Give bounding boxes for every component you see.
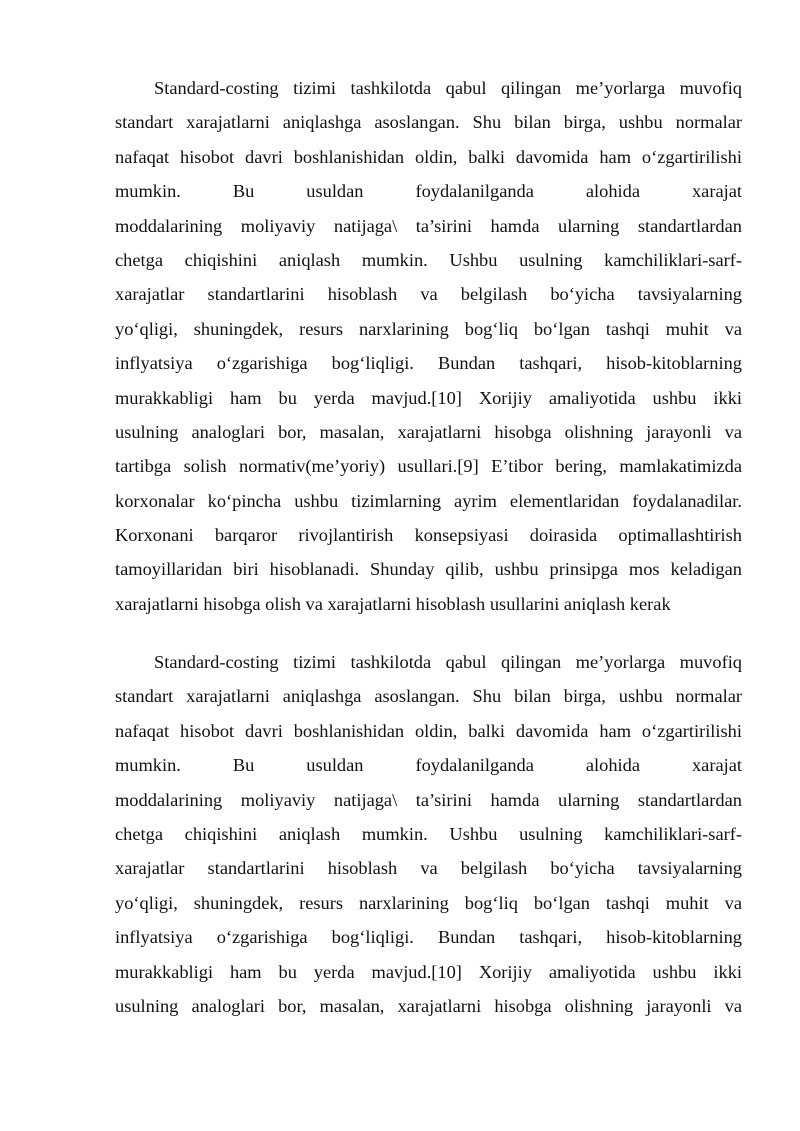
text-line: murakkabligi ham bu yerda mavjud.[10] Xorijiy amaliyotida ushbu ikki [115, 387, 742, 408]
paragraph-1 [115, 71, 742, 621]
text-line: standart xarajatlarni aniqlashga asoslangan. Shu bilan birga, ushbu normalar [115, 686, 742, 707]
text-line: inflyatsiya o‘zgarishiga bog‘liqligi. Bundan tashqari, hisob-kitoblarning [115, 353, 742, 374]
text-line: Standard-costing tizimi tashkilotda qabul qilingan me’yorlarga muvofiq [154, 78, 742, 98]
text-line: standart xarajatlarni aniqlashga asoslangan. Shu bilan birga, ushbu normalar [115, 112, 742, 133]
text-line: inflyatsiya o‘zgarishiga bog‘liqligi. Bundan tashqari, hisob-kitoblarning [115, 927, 742, 948]
text-line: yo‘qligi, shuningdek, resurs narxlarining bog‘liq bo‘lgan tashqi muhit va [115, 318, 742, 339]
text-line: korxonalar ko‘pincha ushbu tizimlarning ayrim elementlaridan foydalanadilar. [115, 490, 742, 511]
text-line: tartibga solish normativ(me’yoriy) usullari.[9] E’tibor bering, mamlakatimizda [115, 456, 742, 477]
text-line: moddalarining moliyaviy natijaga\ ta’sirini hamda ularning standartlardan [115, 789, 742, 810]
text-line: xarajatlarni hisobga olish va xarajatlarni hisoblash usullarini aniqlash kerak [115, 593, 671, 614]
text-line: usulning analoglari bor, masalan, xarajatlarni hisobga olishning jarayonli va [115, 995, 742, 1016]
text-line: mumkin. Bu usuldan foydalanilganda alohida xarajat [115, 755, 742, 776]
text-line: Standard-costing tizimi tashkilotda qabul qilingan me’yorlarga muvofiq [154, 652, 742, 672]
text-line: chetga chiqishini aniqlash mumkin. Ushbu usulning kamchiliklari-sarf- [115, 823, 742, 844]
text-line: tamoyillaridan biri hisoblanadi. Shunday qilib, ushbu prinsipga mos keladigan [115, 559, 742, 580]
text-line: mumkin. Bu usuldan foydalanilganda alohida xarajat [115, 181, 742, 202]
text-line: nafaqat hisobot davri boshlanishidan oldin, balki davomida ham o‘zgartirilishi [115, 146, 742, 167]
text-line: yo‘qligi, shuningdek, resurs narxlarining bog‘liq bo‘lgan tashqi muhit va [115, 892, 742, 913]
text-line: murakkabligi ham bu yerda mavjud.[10] Xorijiy amaliyotida ushbu ikki [115, 961, 742, 982]
text-line: nafaqat hisobot davri boshlanishidan oldin, balki davomida ham o‘zgartirilishi [115, 720, 742, 741]
text-line: xarajatlar standartlarini hisoblash va belgilash bo‘yicha tavsiyalarning [115, 858, 742, 879]
text-line: Korxonani barqaror rivojlantirish konsepsiyasi doirasida optimallashtirish [115, 525, 742, 546]
paragraph-2 [115, 645, 742, 1023]
text-line: chetga chiqishini aniqlash mumkin. Ushbu usulning kamchiliklari-sarf- [115, 249, 742, 270]
text-line: moddalarining moliyaviy natijaga\ ta’sirini hamda ularning standartlardan [115, 215, 742, 236]
text-line: usulning analoglari bor, masalan, xarajatlarni hisobga olishning jarayonli va [115, 421, 742, 442]
text-line: xarajatlar standartlarini hisoblash va belgilash bo‘yicha tavsiyalarning [115, 284, 742, 305]
